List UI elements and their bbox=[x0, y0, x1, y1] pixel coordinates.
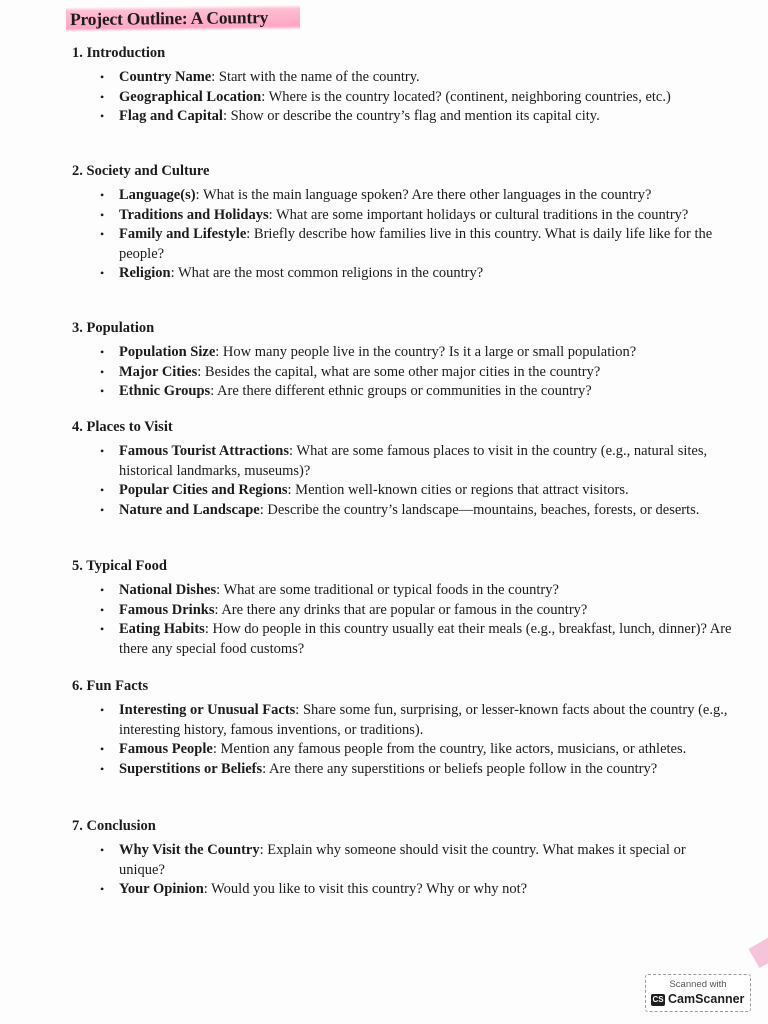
item-description: : How many people live in the country? Is it a large or small population? bbox=[215, 344, 637, 360]
item-term: Family and Lifestyle bbox=[119, 226, 247, 242]
bullet-list bbox=[72, 68, 732, 127]
bullet-list bbox=[72, 186, 732, 284]
section-heading: 5. Typical Food bbox=[72, 558, 167, 574]
item-term: Eating Habits bbox=[119, 621, 205, 637]
bullet-icon: • bbox=[100, 483, 105, 497]
list-item bbox=[72, 581, 732, 601]
item-description: : Are there different ethnic groups or communities in the country? bbox=[210, 383, 592, 399]
section-6 bbox=[72, 676, 732, 779]
section-heading: 3. Population bbox=[72, 320, 155, 336]
list-item bbox=[72, 481, 732, 501]
section-5 bbox=[72, 556, 732, 659]
item-term: Popular Cities and Regions bbox=[119, 482, 288, 498]
item-description: : Besides the capital, what are some other major cities in the country? bbox=[197, 363, 601, 380]
list-item bbox=[72, 601, 732, 621]
bullet-list bbox=[72, 701, 732, 779]
item-term: Traditions and Holidays bbox=[119, 206, 269, 223]
item-description: : Show or describe the country’s flag and mention its capital city. bbox=[222, 108, 600, 124]
list-item bbox=[72, 880, 732, 900]
item-description: : Are there any drinks that are popular or famous in the country? bbox=[214, 601, 588, 618]
bullet-icon: • bbox=[100, 703, 105, 717]
item-term: Population Size bbox=[119, 344, 216, 360]
list-item bbox=[72, 68, 732, 88]
item-description: : What are some important holidays or cultural traditions in the country? bbox=[268, 206, 689, 223]
section-2 bbox=[72, 161, 732, 284]
item-term: Famous Drinks bbox=[119, 601, 215, 618]
item-term: Geographical Location bbox=[119, 88, 262, 105]
highlighter-mark bbox=[749, 934, 768, 968]
item-description: : What are the most common religions in the country? bbox=[170, 265, 484, 281]
bullet-icon: • bbox=[100, 843, 105, 857]
bullet-icon: • bbox=[100, 227, 105, 241]
list-item bbox=[72, 841, 732, 880]
bullet-icon: • bbox=[100, 444, 105, 458]
item-term: National Dishes bbox=[119, 582, 217, 598]
list-item bbox=[72, 107, 732, 127]
section-heading: 4. Places to Visit bbox=[72, 419, 173, 435]
list-item bbox=[72, 382, 732, 402]
bullet-list bbox=[72, 343, 732, 402]
section-heading: 7. Conclusion bbox=[72, 818, 156, 834]
bullet-list bbox=[72, 841, 732, 900]
list-item bbox=[72, 501, 732, 521]
section-heading: 6. Fun Facts bbox=[72, 678, 149, 694]
list-item bbox=[72, 88, 732, 108]
section-heading: 2. Society and Culture bbox=[72, 163, 210, 179]
list-item bbox=[72, 225, 732, 264]
item-term: Country Name bbox=[119, 69, 212, 85]
list-item bbox=[72, 620, 732, 659]
item-description: : Describe the country’s landscape—mountains, beaches, forests, or deserts. bbox=[259, 501, 700, 518]
bullet-icon: • bbox=[100, 207, 105, 222]
item-term: Religion bbox=[119, 265, 171, 281]
section-3 bbox=[72, 318, 732, 402]
item-term: Your Opinion bbox=[119, 881, 204, 897]
list-item bbox=[72, 264, 732, 284]
bullet-icon: • bbox=[100, 109, 105, 123]
list-item bbox=[72, 701, 732, 740]
list-item bbox=[72, 740, 732, 760]
list-item bbox=[72, 206, 732, 226]
scanner-brand: CamScanner bbox=[668, 992, 745, 1006]
item-term: Famous People bbox=[119, 741, 213, 757]
bullet-icon: • bbox=[100, 502, 105, 517]
bullet-icon: • bbox=[100, 742, 105, 756]
item-term: Language(s) bbox=[119, 187, 196, 203]
list-item bbox=[72, 760, 732, 780]
item-description: : Start with the name of the country. bbox=[211, 69, 420, 85]
section-1 bbox=[72, 43, 732, 127]
item-description: : Mention well-known cities or regions that attract visitors. bbox=[287, 482, 629, 498]
item-description: : What are some famous places to visit in the country (e.g., natural sites, historical landmarks, museums)? bbox=[119, 443, 708, 479]
item-description: : Where is the country located? (continent, neighboring countries, etc.) bbox=[261, 88, 671, 105]
bullet-icon: • bbox=[100, 89, 105, 104]
item-description: : What are some traditional or typical foods in the country? bbox=[216, 582, 559, 598]
item-term: Why Visit the Country bbox=[119, 842, 260, 858]
page-title: Project Outline: A Country bbox=[66, 5, 300, 32]
item-term: Ethnic Groups bbox=[119, 383, 211, 399]
bullet-icon: • bbox=[100, 384, 105, 398]
bullet-icon: • bbox=[100, 188, 105, 202]
bullet-icon: • bbox=[100, 602, 105, 617]
bullet-icon: • bbox=[100, 882, 105, 896]
bullet-icon: • bbox=[100, 583, 105, 597]
list-item bbox=[72, 343, 732, 363]
bullet-icon: • bbox=[100, 622, 105, 636]
item-description: : Mention any famous people from the country, like actors, musicians, or athletes. bbox=[212, 741, 687, 757]
item-term: Famous Tourist Attractions bbox=[119, 443, 289, 459]
bullet-list bbox=[72, 442, 732, 520]
list-item bbox=[72, 186, 732, 206]
item-description: : Are there any superstitions or beliefs people follow in the country? bbox=[262, 760, 658, 777]
bullet-icon: • bbox=[100, 70, 105, 84]
bullet-list bbox=[72, 581, 732, 659]
section-heading: 1. Introduction bbox=[72, 45, 166, 61]
item-term: Nature and Landscape bbox=[119, 501, 260, 518]
item-description: : How do people in this country usually eat their meals (e.g., breakfast, lunch, dinner)? Are there any special food customs? bbox=[119, 621, 732, 657]
bullet-icon: • bbox=[100, 364, 105, 379]
bullet-icon: • bbox=[100, 266, 105, 280]
item-description: : Explain why someone should visit the country. What makes it special or unique? bbox=[119, 842, 686, 878]
item-description: : Briefly describe how families live in this country. What is daily life like for the people? bbox=[119, 226, 713, 262]
list-item bbox=[72, 442, 732, 481]
section-7 bbox=[72, 816, 732, 900]
item-term: Superstitions or Beliefs bbox=[119, 760, 263, 777]
item-term: Flag and Capital bbox=[119, 108, 223, 124]
camscanner-logo-icon: CS bbox=[652, 995, 664, 1004]
section-4 bbox=[72, 417, 732, 520]
scanner-top-text: Scanned with bbox=[669, 979, 727, 990]
item-description: : Share some fun, surprising, or lesser-known facts about the country (e.g., interesting history, famous inventions, or traditions). bbox=[119, 702, 728, 738]
item-description: : What is the main language spoken? Are there other languages in the country? bbox=[195, 187, 652, 203]
bullet-icon: • bbox=[100, 761, 105, 776]
scanner-watermark bbox=[645, 974, 751, 1012]
bullet-icon: • bbox=[100, 345, 105, 359]
item-term: Interesting or Unusual Facts bbox=[119, 702, 296, 718]
item-term: Major Cities bbox=[119, 363, 198, 380]
item-description: : Would you like to visit this country? Why or why not? bbox=[203, 881, 528, 897]
list-item bbox=[72, 363, 732, 383]
